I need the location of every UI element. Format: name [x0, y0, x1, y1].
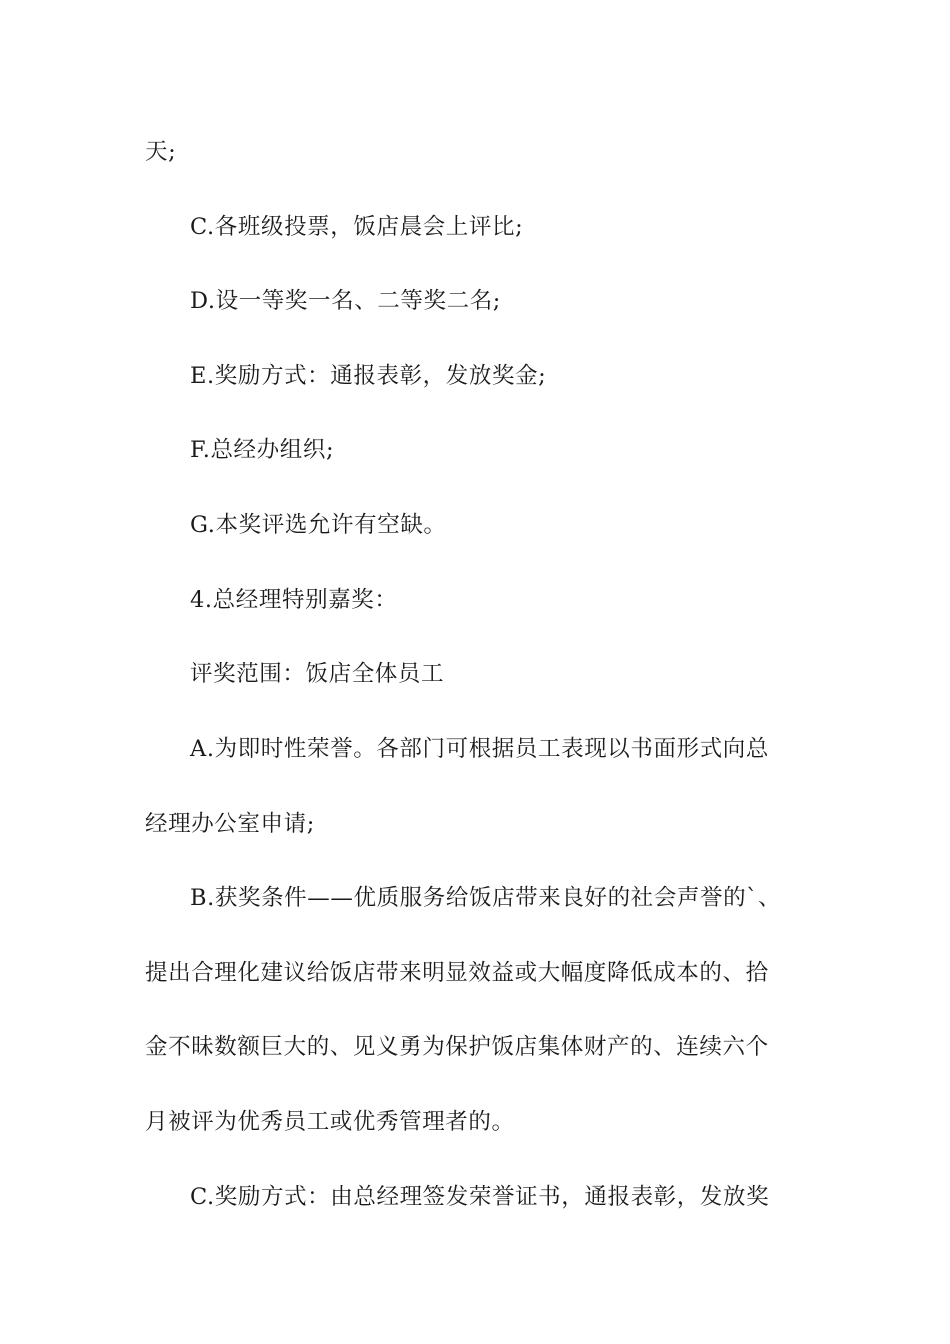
- list-item-f-organizer: F.总经办组织;: [190, 437, 335, 463]
- list-item-g-vacancy: G.本奖评选允许有空缺。: [190, 512, 447, 538]
- paragraph-a-line-1: A.为即时性荣誉。各部门可根据员工表现以书面形式向总: [190, 736, 770, 762]
- list-item-d-prizes: D.设一等奖一名、二等奖二名;: [190, 288, 501, 314]
- list-item-c-voting: C.各班级投票，饭店晨会上评比;: [190, 214, 524, 240]
- paragraph-b-line-3: 金不昧数额巨大的、见义勇为保护饭店集体财产的、连续六个: [145, 1034, 769, 1060]
- paragraph-c-line-1: C.奖励方式：由总经理签发荣誉证书，通报表彰，发放奖: [190, 1184, 770, 1210]
- text-line-continuation: 天;: [145, 139, 177, 165]
- award-scope: 评奖范围：饭店全体员工: [190, 661, 445, 687]
- paragraph-b-line-4: 月被评为优秀员工或优秀管理者的。: [145, 1109, 515, 1135]
- section-heading-special-award: 4.总经理特别嘉奖：: [190, 587, 398, 613]
- paragraph-b-line-2: 提出合理化建议给饭店带来明显效益或大幅度降低成本的、拾: [145, 960, 769, 986]
- paragraph-a-line-2: 经理办公室申请;: [145, 811, 315, 837]
- list-item-e-reward-method: E.奖励方式：通报表彰，发放奖金;: [190, 363, 547, 389]
- paragraph-b-line-1: B.获奖条件——优质服务给饭店带来良好的社会声誉的`、: [190, 885, 782, 911]
